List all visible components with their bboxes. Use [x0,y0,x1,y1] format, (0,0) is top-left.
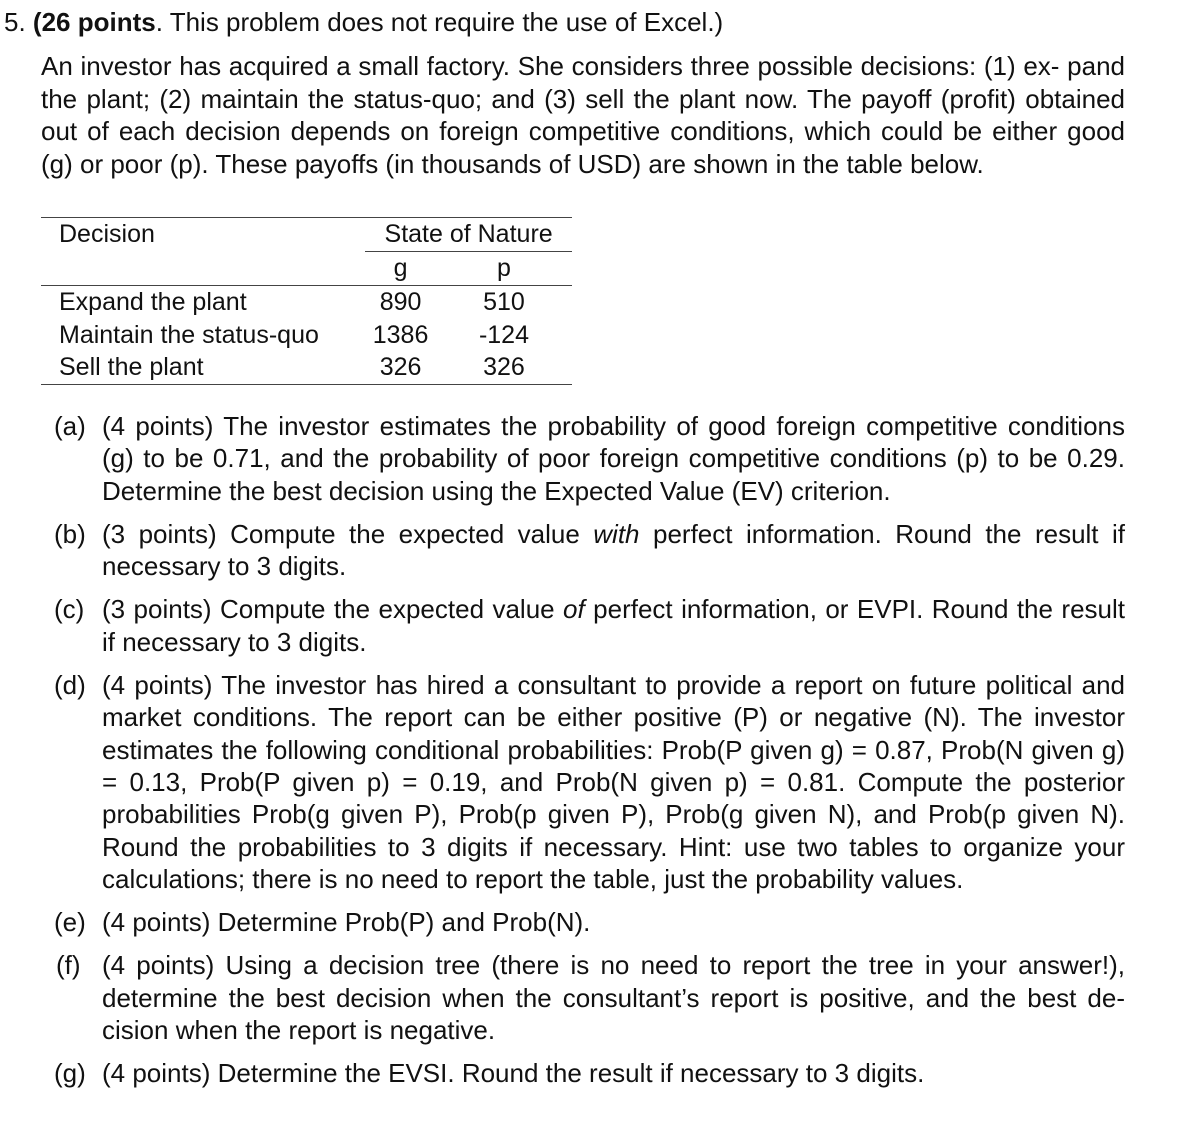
table-subheader-row [41,252,572,286]
part-text-line: (4 points) The investor estimates the probability of good foreign competitive conditions [102,411,1125,441]
column-g-header: g [365,252,436,286]
state-of-nature-header: State of Nature [365,218,572,252]
table-row [41,319,572,352]
problem-note: . This problem does not require the use of Excel.) [155,7,724,37]
question-part-b [54,518,1125,583]
question-part-a [54,410,1125,507]
table-row [41,286,572,319]
problem-points: (26 points [32,7,156,37]
decision-cell: Maintain the status-quo [59,320,319,349]
part-text-line: result if necessary to 3 digits. [102,594,1125,657]
part-text: (3 points) Compute the expected value [102,594,564,625]
part-label: (e) [54,907,86,938]
payoff-g-cell: 326 [365,351,436,384]
part-text-line: determine the best decision when the consultant’s report is positive, and the best de- [102,982,1125,1013]
part-text-line: necessary to 3 digits. [102,551,347,582]
part-text-line: (4 points) Determine Prob(P) and Prob(N). [102,907,591,938]
intro-line: either good (g) or poor (p). These payoffs (in thousands of USD) are shown in the table [41,116,1125,179]
part-text-line: cision when the report is negative. [102,1015,496,1046]
part-label: (d) [54,670,86,701]
part-text-line: (g) to be 0.71, and the probability of poor foreign competitive conditions (p) to be 0.29. [102,443,1125,474]
payoff-g-cell: 890 [379,288,422,316]
payoff-p-cell: 510 [483,288,525,316]
problem-intro [41,50,1125,180]
part-label: (b) [54,518,86,549]
question-parts-list [54,410,1125,1090]
question-part-e [54,906,1125,938]
part-label: (f) [56,950,81,981]
payoff-p-cell: 326 [436,351,572,384]
question-part-c [54,593,1125,658]
intro-line: below. [910,148,984,179]
column-p-header: p [436,252,572,286]
part-label: (c) [54,594,85,625]
problem-heading [4,6,723,38]
part-text-line: (4 points) Using a decision tree (there is no need to report the tree in your answer!), [102,950,1125,981]
part-label: (a) [54,411,86,441]
part-emphasis: of [563,594,585,625]
part-text: (3 points) Compute the expected value [102,518,594,549]
intro-line: pand the plant; (2) maintain the status-quo; and (3) sell the plant now. The payoff (profit) [41,51,1125,114]
table-header-row [41,218,572,252]
intro-line: An investor has acquired a small factory. She considers three possible decisions: (1) ex- [41,51,1060,81]
part-text-line: Round the probabilities to 3 digits if necessary. Hint: use two tables to organize your [102,831,1125,862]
part-emphasis: with [593,518,640,549]
part-label: (g) [54,1058,86,1089]
part-text-line: estimates the following conditional probabilities: Prob(P given g) = 0.87, Prob(N given [102,734,1094,765]
decision-cell: Sell the plant [41,351,365,384]
part-text: perfect information. Round the result if [639,518,1125,549]
table-row [41,351,572,384]
part-text-line: calculations; there is no need to report the table, just the probability values. [102,863,964,894]
part-text-line: g) = 0.13, Prob(P given p) = 0.19, and Prob(N given p) = 0.81. Compute the posterior [102,734,1125,797]
part-text-line: market conditions. The report can be either positive (P) or negative (N). The investor [102,702,1125,733]
decision-cell: Expand the plant [59,288,247,316]
question-part-f [54,949,1125,1046]
payoff-table [41,217,572,385]
payoff-g-cell: 1386 [372,320,429,349]
part-text-line: (4 points) Determine the EVSI. Round the result if necessary to 3 digits. [102,1058,925,1089]
question-part-d [54,669,1125,895]
part-text: perfect information, or EVPI. Round the [584,594,1053,625]
question-part-g [54,1057,1125,1089]
part-text-line: (4 points) The investor has hired a consultant to provide a report on future political and [102,670,1125,701]
part-text-line: probabilities Prob(g given P), Prob(p given P), Prob(g given N), and Prob(p given N). [102,799,1125,830]
decision-header: Decision [41,218,365,252]
part-text-line: Determine the best decision using the Expected Value (EV) criterion. [102,475,891,506]
problem-number: 5. [4,7,26,37]
intro-line: obtained out of each decision depends on foreign competitive conditions, which could be [41,83,1125,147]
payoff-p-cell: -124 [478,320,529,349]
